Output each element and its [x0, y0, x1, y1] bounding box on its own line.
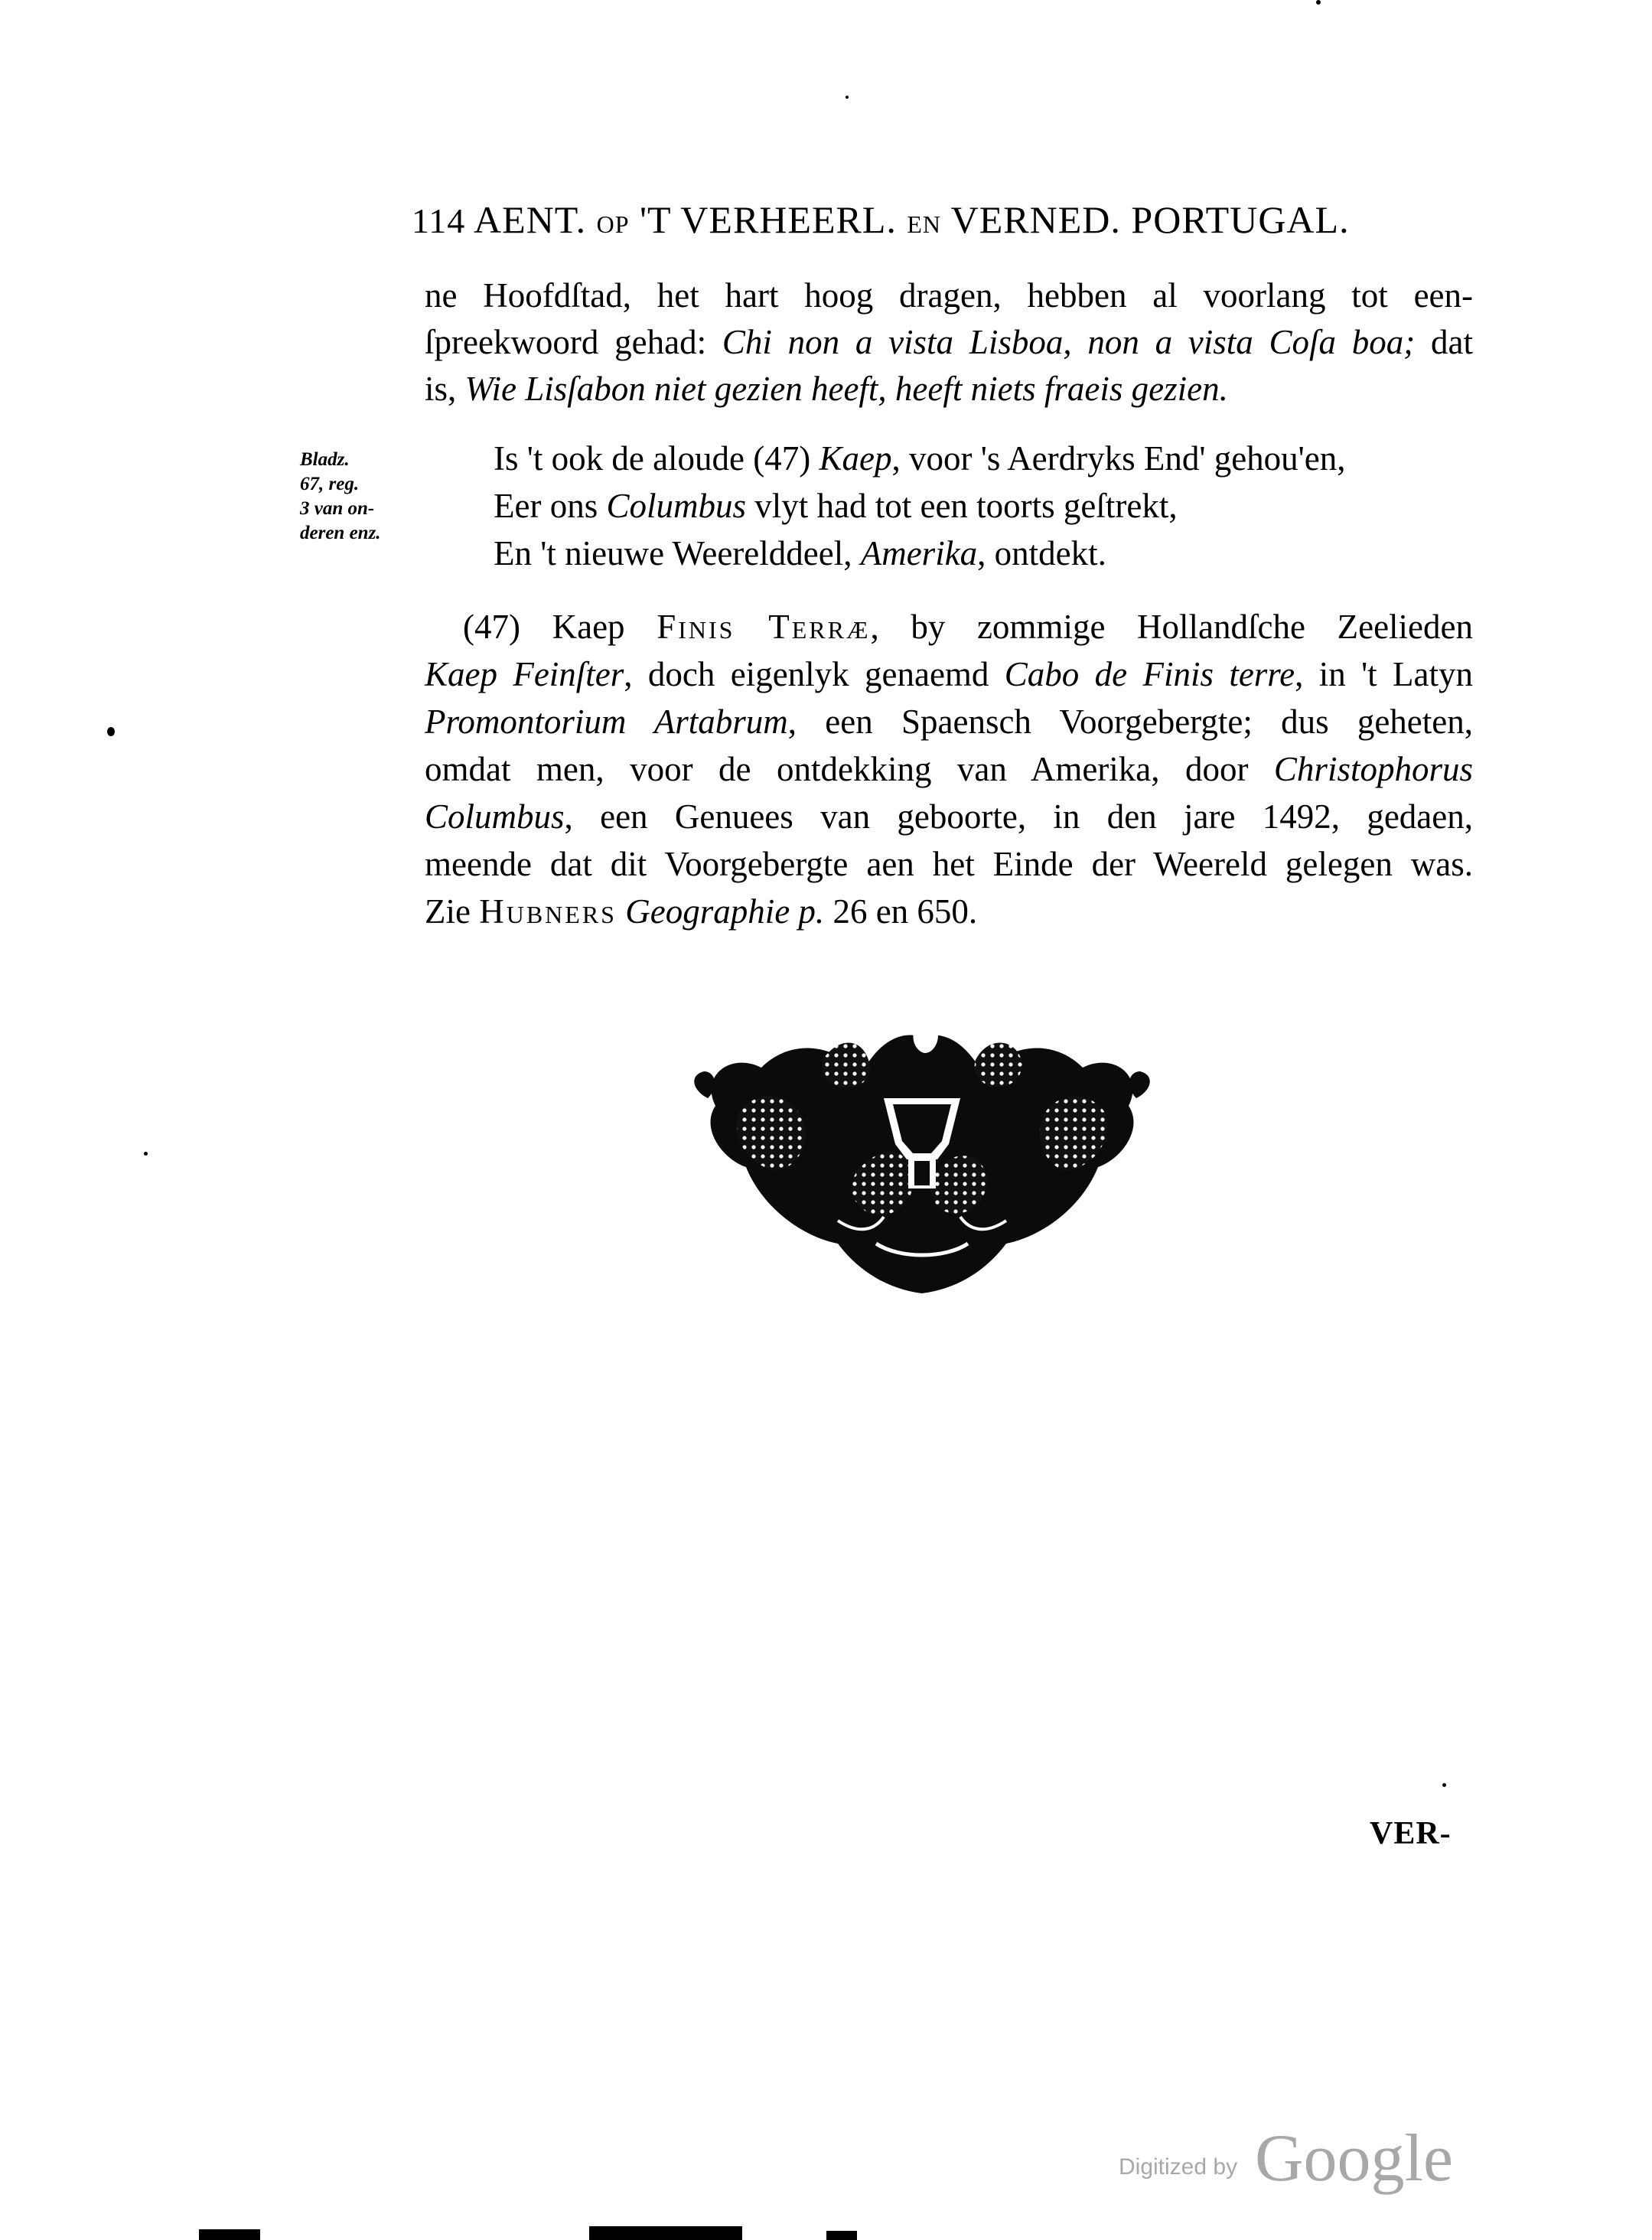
- note-line-5-italic: Columbus: [425, 797, 565, 836]
- margin-note-line-4: deren enz.: [300, 523, 381, 543]
- note-line-4-italic: Christophorus: [1273, 750, 1473, 788]
- verse-line-3: [494, 530, 1346, 577]
- margin-note-line-3: 3 van on-: [300, 498, 375, 519]
- verse-line-1-c: , voor 's Aerdryks End' gehou'en,: [891, 439, 1346, 478]
- speck: [846, 96, 849, 99]
- verse-line-1-a: Is 't ook de aloude (47): [494, 439, 819, 478]
- header-title-b: OP: [596, 210, 630, 238]
- paragraph-line-2-italic: Chi non a vista Lisboa, non a vista Coſa boa;: [722, 323, 1416, 361]
- note-hubners: Hubners: [479, 892, 617, 931]
- catchword: VER-: [1370, 1816, 1452, 1851]
- margin-note-line-1: Bladz.: [300, 449, 350, 470]
- verse-line-2-a: Eer ons: [494, 487, 607, 525]
- margin-note-line-2: 67, reg.: [300, 474, 360, 494]
- note-line-7-space: [617, 892, 625, 931]
- note-line-2-italic-c: Cabo de Finis terre: [1004, 655, 1295, 693]
- speck: [1316, 0, 1321, 5]
- paragraph-line-3: [425, 366, 1473, 412]
- speck: [144, 1152, 148, 1156]
- note-line-4-a: omdat men, voor de ontdekking van Amerika, door: [425, 750, 1274, 788]
- paragraph-line-2: [425, 319, 1473, 366]
- note-line-3-italic: Promontorium Artabrum: [425, 703, 788, 741]
- next-page-bleed: [191, 2216, 995, 2240]
- note-line-1-c: , by zommige Hollandſche Zeelieden: [870, 608, 1473, 646]
- header-title-e: VERNED. PORTUGAL.: [950, 198, 1350, 241]
- note-line-5: [425, 793, 1473, 840]
- speck: [1442, 1783, 1446, 1787]
- note-line-3: [425, 698, 1473, 745]
- tailpiece-ornament: [685, 1014, 1159, 1297]
- note-line-7-e: 26 en 650.: [824, 892, 978, 931]
- note-line-5-b: , een Genuees van geboorte, in den jare 1492, gedaen,: [564, 797, 1473, 836]
- verse-line-2-italic: Columbus: [606, 487, 746, 525]
- digitized-by-label: Digitized by: [1119, 2154, 1238, 2180]
- page-number: 114: [412, 201, 466, 240]
- note-line-2-italic-a: Kaep Feinſter: [425, 655, 624, 693]
- verse-line-1: [494, 435, 1346, 482]
- paragraph-line-2-c: dat: [1415, 323, 1473, 361]
- verse-line-3-c: , ontdekt.: [977, 534, 1106, 572]
- paragraph-line-3-a: is,: [425, 370, 465, 408]
- note-line-7-a: Zie: [425, 892, 480, 931]
- verse-line-3-italic: Amerika: [860, 534, 978, 572]
- note-line-3-b: , een Spaensch Voorgebergte; dus geheten,: [787, 703, 1473, 741]
- header-title-c: 'T VERHEERL.: [640, 198, 897, 241]
- note-line-2-b: , doch eigenlyk genaemd: [624, 655, 1005, 693]
- footnote-47: [425, 603, 1473, 935]
- opening-paragraph: [425, 272, 1473, 412]
- margin-note: [300, 448, 381, 546]
- header-title-a: AENT.: [474, 198, 587, 241]
- note-line-6: meende dat dit Voorgebergte aen het Einde der Weereld gelegen was.: [425, 845, 1473, 883]
- header-title-d: EN: [907, 210, 942, 238]
- note-finis-terrae: Finis Terræ: [657, 608, 871, 646]
- paragraph-line-1: ne Hoofdſtad, het hart hoog dragen, hebben al voorlang tot een-: [425, 276, 1473, 315]
- verse-line-2: [494, 482, 1346, 530]
- verse-line-1-italic: Kaep: [819, 439, 892, 478]
- google-logo: Google: [1255, 2121, 1454, 2196]
- paragraph-line-2-a: ſpreekwoord gehad:: [425, 323, 722, 361]
- note-line-1-a: (47) Kaep: [463, 608, 657, 646]
- running-header: [412, 197, 1437, 242]
- note-line-7: [425, 888, 1473, 935]
- verse-block: [494, 435, 1346, 577]
- note-line-4: [425, 745, 1473, 793]
- verse-line-3-a: En 't nieuwe Weerelddeel,: [494, 534, 861, 572]
- paragraph-line-3-italic: Wie Lisſabon niet gezien heeft, heeft niets fraeis gezien.: [464, 370, 1228, 408]
- note-line-7-italic: Geographie p.: [625, 892, 825, 931]
- verse-line-2-c: vlyt had tot een toorts geſtrekt,: [746, 487, 1178, 525]
- speck: [107, 727, 115, 736]
- note-line-1: [425, 603, 1473, 650]
- note-line-2: [425, 650, 1473, 698]
- note-line-2-d: , in 't Latyn: [1295, 655, 1473, 693]
